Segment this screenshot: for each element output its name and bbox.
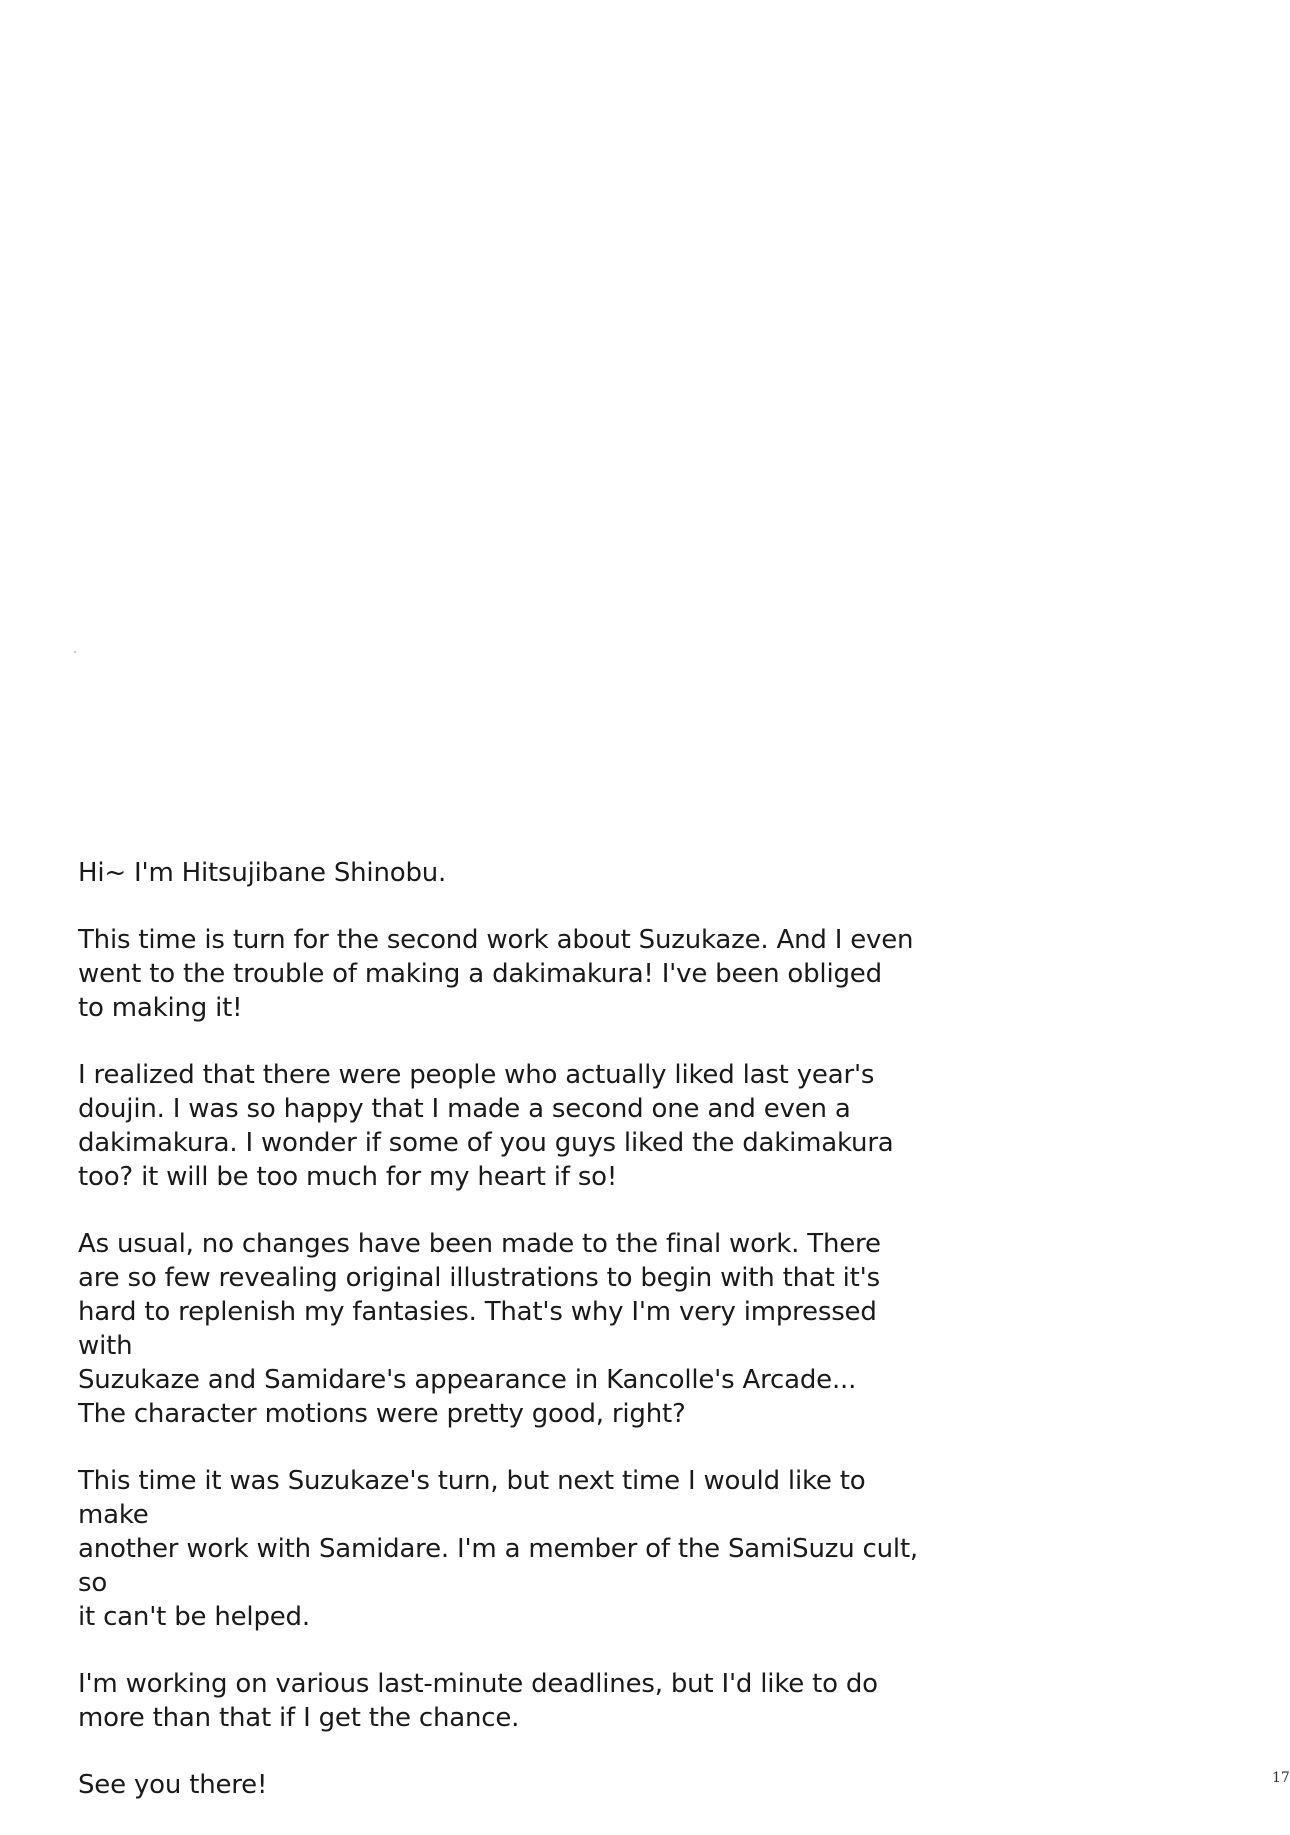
paragraph-greeting: Hi~ I'm Hitsujibane Shinobu. xyxy=(78,858,447,888)
paragraph-second-work: This time is turn for the second work about Suzukaze. And I even went to the trouble of making a dakimakura! I've been obliged to making it! xyxy=(78,925,914,1023)
paragraph-closing: See you there! xyxy=(78,1770,268,1800)
page-number: 17 xyxy=(1272,1770,1290,1786)
paragraph-deadlines: I'm working on various last-minute deadlines, but I'd like to do more than that if I get the chance. xyxy=(78,1669,878,1733)
paragraph-final-work: As usual, no changes have been made to the final work. There are so few revealing original illustrations to begin with that it's hard to replenish my fantasies. That's why I'm very impressed with Suzukaze and Samidare's appearance in Kancolle's Arcade... The character motions were pretty good, right? xyxy=(78,1229,881,1429)
scan-speck xyxy=(74,651,76,653)
paragraph-last-year: I realized that there were people who actually liked last year's doujin. I was so happy that I made a second one and even a dakimakura. I wonder if some of you guys liked the dakimakura too? it will be too much for my heart if so! xyxy=(78,1060,894,1192)
paragraph-next-time: This time it was Suzukaze's turn, but next time I would like to make another work with Samidare. I'm a member of the SamiSuzu cult, so it can't be helped. xyxy=(78,1466,919,1632)
afterword-text xyxy=(78,856,928,1835)
